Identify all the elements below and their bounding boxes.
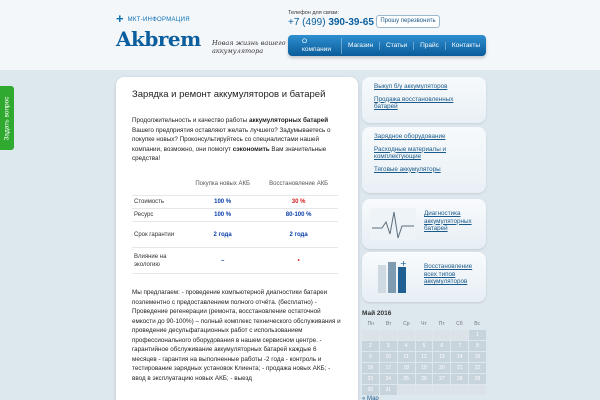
contact-label: Телефон для связи: bbox=[288, 10, 339, 16]
main-content bbox=[116, 77, 358, 400]
nav-articles[interactable]: Статьи bbox=[380, 42, 414, 50]
page-title: Зарядка и ремонт аккумуляторов и батарей bbox=[132, 89, 326, 100]
sidebar-link-chargers[interactable]: Зарядное оборудование bbox=[374, 133, 446, 140]
table-header-restore: Восстановление АКБ bbox=[259, 174, 338, 196]
logo-top bbox=[116, 11, 190, 26]
calendar-day[interactable]: 30 bbox=[362, 385, 379, 395]
calendar-day[interactable]: 12 bbox=[416, 352, 433, 362]
calendar-day bbox=[433, 385, 450, 395]
logo[interactable] bbox=[116, 11, 216, 56]
table-header-new: Покупка новых АКБ bbox=[186, 174, 259, 196]
calendar-day[interactable]: 29 bbox=[469, 374, 486, 384]
calendar bbox=[362, 310, 486, 400]
calendar-day[interactable]: 25 bbox=[398, 374, 415, 384]
calendar-day[interactable]: 18 bbox=[398, 363, 415, 373]
calendar-day[interactable]: 6 bbox=[433, 341, 450, 351]
sidebar-link-consumables[interactable]: Расходные материалы и комплектующие bbox=[374, 145, 447, 160]
sidebar-link-traction[interactable]: Тяговые аккумуляторы bbox=[374, 165, 441, 173]
table-header-empty bbox=[132, 174, 186, 196]
slogan: Новая жизнь вашего аккумулятора bbox=[212, 39, 286, 55]
weekday: Вс bbox=[474, 321, 481, 327]
ekg-icon bbox=[368, 204, 418, 244]
calendar-grid bbox=[362, 330, 486, 395]
promo-restoration-label: Восстановление всех типов аккумуляторов bbox=[424, 263, 473, 285]
calendar-day[interactable]: 5 bbox=[416, 341, 433, 351]
weekday: Сб bbox=[456, 321, 463, 327]
weekday: Ср bbox=[403, 321, 410, 327]
calendar-day bbox=[380, 330, 397, 340]
nav-contacts[interactable]: Контакты bbox=[451, 41, 480, 49]
calendar-day[interactable]: 17 bbox=[380, 363, 397, 373]
row-label: Ресурс bbox=[132, 209, 186, 222]
calendar-day bbox=[398, 330, 415, 340]
table-header-row bbox=[132, 174, 338, 196]
phone-code: +7 (499) bbox=[288, 17, 326, 28]
calendar-day bbox=[433, 330, 450, 340]
ask-question-label: Задать вопрос bbox=[3, 96, 11, 140]
calendar-day[interactable]: 21 bbox=[451, 363, 468, 373]
table-row bbox=[132, 222, 338, 248]
sidebar-link-buyback[interactable]: Выкуп б/у аккумуляторов bbox=[374, 83, 448, 90]
calendar-prev-link[interactable]: « Мар bbox=[362, 396, 379, 400]
calendar-day[interactable]: 27 bbox=[433, 374, 450, 384]
calendar-day bbox=[398, 385, 415, 395]
row-label: Срок гарантии bbox=[132, 222, 186, 248]
row-new-value: – bbox=[186, 248, 259, 274]
calendar-day[interactable]: 24 bbox=[380, 374, 397, 384]
calendar-day[interactable]: 22 bbox=[469, 363, 486, 373]
calendar-day[interactable]: 1 bbox=[469, 330, 486, 340]
calendar-title: Май 2016 bbox=[362, 310, 392, 317]
ask-question-tab[interactable] bbox=[0, 86, 14, 150]
calendar-day[interactable]: 23 bbox=[362, 374, 379, 384]
calendar-day[interactable]: 4 bbox=[398, 341, 415, 351]
row-restore-value: 30 % bbox=[259, 196, 338, 209]
calendar-day[interactable]: 9 bbox=[362, 352, 379, 362]
table-row bbox=[132, 196, 338, 209]
logo-subtitle: МКТ-ИНФОРМАЦИЯ bbox=[127, 17, 190, 23]
table-row bbox=[132, 248, 338, 274]
main-nav bbox=[288, 35, 486, 56]
row-new-value: 100 % bbox=[186, 196, 259, 209]
svg-text:+: + bbox=[400, 259, 407, 268]
row-restore-value: 80-100 % bbox=[259, 209, 338, 222]
intro-part-3: Вам значительные средства! bbox=[132, 145, 327, 162]
calendar-day bbox=[416, 385, 433, 395]
logo-name: Akbrem bbox=[116, 27, 201, 51]
nav-shop[interactable]: Магазин bbox=[342, 42, 380, 50]
promo-restoration[interactable] bbox=[362, 252, 486, 302]
phone-number bbox=[288, 17, 374, 28]
intro-part-1: Продолжительность и качество работы bbox=[132, 117, 249, 124]
row-restore-value: • bbox=[259, 248, 338, 274]
callback-button[interactable]: Прошу перезвонить bbox=[376, 15, 440, 28]
row-restore-value: 2 года bbox=[259, 222, 338, 248]
intro-bold-2: сэкономить bbox=[232, 145, 270, 153]
calendar-day[interactable]: 13 bbox=[433, 352, 450, 362]
calendar-day[interactable]: 10 bbox=[380, 352, 397, 362]
promo-diagnostics[interactable] bbox=[362, 199, 486, 249]
calendar-weekdays bbox=[362, 321, 486, 327]
intro-text bbox=[132, 116, 342, 164]
weekday: Чт bbox=[421, 321, 427, 327]
intro-bold-1: аккумуляторных батарей bbox=[248, 117, 329, 124]
battery-stack-icon bbox=[368, 257, 418, 297]
row-new-value: 100 % bbox=[186, 209, 259, 222]
calendar-day[interactable]: 20 bbox=[433, 363, 450, 373]
calendar-day[interactable]: 31 bbox=[380, 385, 397, 395]
logo-plus-icon: + bbox=[116, 11, 124, 26]
calendar-day[interactable]: 26 bbox=[416, 374, 433, 384]
calendar-day bbox=[416, 330, 433, 340]
intro-part-2: Вашего предприятия оставляют желать лучшего? Задумываетесь о покупке новых? Проконсультируйтесь со специалистами нашей компании, возможно, они помогут bbox=[132, 126, 331, 153]
weekday: Пт bbox=[438, 321, 445, 327]
calendar-day bbox=[469, 385, 486, 395]
row-new-value: 2 года bbox=[186, 222, 259, 248]
calendar-day[interactable]: 2 bbox=[362, 341, 379, 351]
calendar-day bbox=[362, 330, 379, 340]
calendar-day bbox=[451, 385, 468, 395]
sidebar-link-restored-sale[interactable]: Продажа восстановленных батарей bbox=[374, 95, 454, 110]
calendar-day[interactable]: 11 bbox=[398, 352, 415, 362]
row-label: Стоимость bbox=[132, 196, 186, 209]
nav-about[interactable]: О компании bbox=[296, 38, 342, 54]
weekday: Вт bbox=[385, 321, 392, 327]
row-label: Влияние на экологию bbox=[132, 248, 186, 274]
calendar-day[interactable]: 16 bbox=[362, 363, 379, 373]
calendar-day[interactable]: 8 bbox=[469, 341, 486, 351]
calendar-day[interactable]: 15 bbox=[469, 352, 486, 362]
calendar-day bbox=[451, 330, 468, 340]
calendar-day[interactable]: 14 bbox=[451, 352, 468, 362]
offer-text: Мы предлагаем: - проведение компьютерной диагностики батареи позлементно с предоставлением полного отчёта. (бесплатно) - Проведение регенерации (ремонта, восстановление остаточной емкости до 90-100%) – полный комплекс технического обслуживания и проведение десульфатационных работ с использованием профессионального оборудования в нашем сервисном центре. - гарантийное обслуживание аккумуляторных батарей каждые 6 месяцев - гарантия на выполненные работы -2 года - контроль и тестирование зарядных установок Клиента; - продажа новых АКБ; - ввод в эксплуатацию новых АКБ; - выезд bbox=[132, 289, 341, 382]
nav-price[interactable]: Прайс bbox=[414, 42, 446, 50]
sidebar-box-buyback bbox=[362, 77, 486, 123]
calendar-day[interactable]: 19 bbox=[416, 363, 433, 373]
calendar-day[interactable]: 28 bbox=[451, 374, 468, 384]
promo-diagnostics-label: Диагностика аккумуляторных батарей bbox=[424, 210, 472, 232]
sidebar-box-catalog bbox=[362, 127, 486, 193]
calendar-day[interactable]: 3 bbox=[380, 341, 397, 351]
comparison-table bbox=[132, 174, 338, 275]
calendar-day[interactable]: 7 bbox=[451, 341, 468, 351]
phone-digits: 390-39-65 bbox=[328, 17, 374, 28]
table-row bbox=[132, 209, 338, 222]
weekday: Пн bbox=[367, 321, 375, 327]
